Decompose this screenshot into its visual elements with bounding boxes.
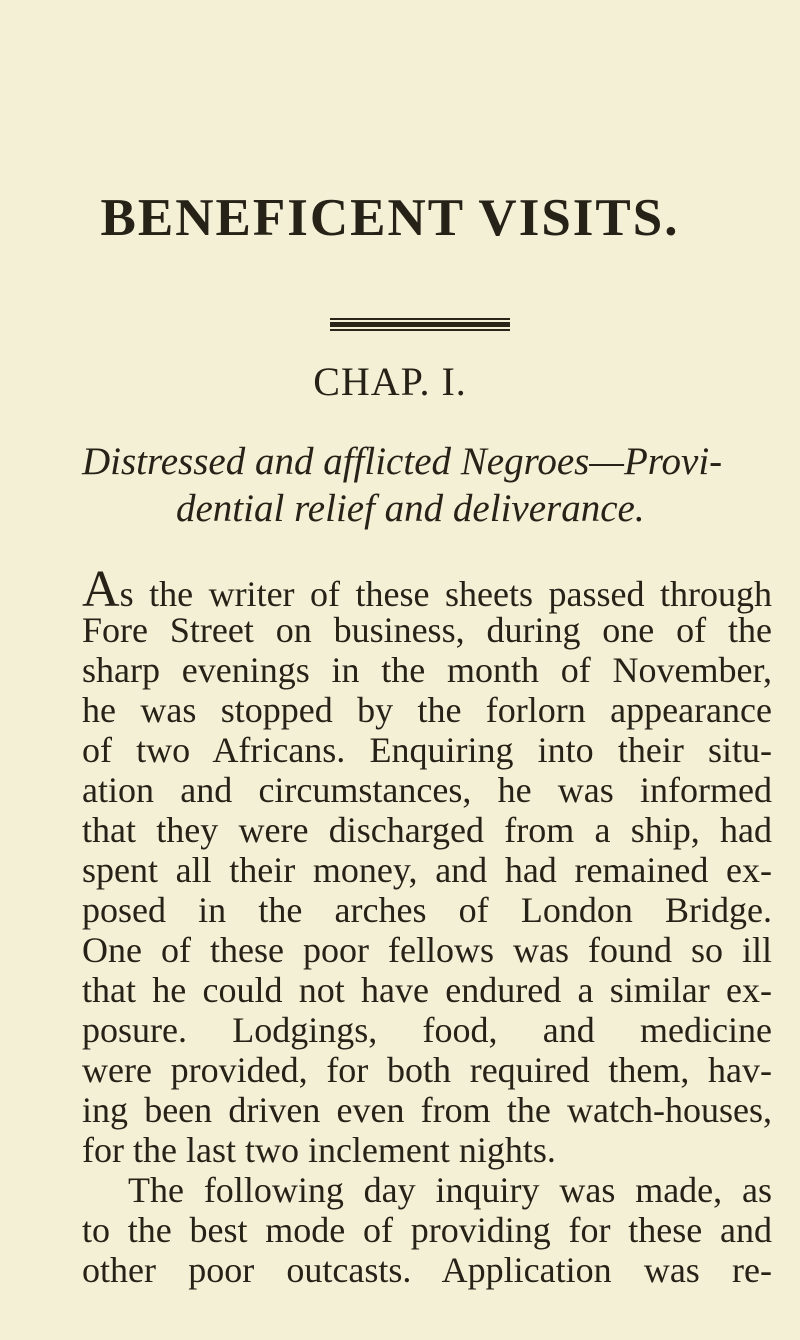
paragraph-1-line: that they were discharged from a ship, had (82, 810, 772, 850)
paragraph-1-line: of two Africans. Enquiring into their situ- (82, 730, 772, 770)
paragraph-2-line: other poor outcasts. Application was re- (82, 1250, 772, 1290)
drop-cap: A (82, 561, 120, 618)
paragraph-1-line: sharp evenings in the month of November, (82, 650, 772, 690)
paragraph-1-line: Fore Street on business, during one of the (82, 610, 772, 650)
paragraph-1-line: spent all their money, and had remained ex- (82, 850, 772, 890)
paragraph-1-line-text: s the writer of these sheets passed through (119, 574, 772, 614)
paragraph-2-line: The following day inquiry was made, as (128, 1170, 772, 1210)
paragraph-1-line: ation and circumstances, he was informed (82, 770, 772, 810)
paragraph-1-line: for the last two inclement nights. (82, 1130, 556, 1170)
paragraph-1-line: posure. Lodgings, food, and medicine (82, 1010, 772, 1050)
paragraph-1-line: posed in the arches of London Bridge. (82, 890, 772, 930)
paragraph-2-line: to the best mode of providing for these and (82, 1210, 772, 1250)
paragraph-1-line: were provided, for both required them, hav- (82, 1050, 772, 1090)
paragraph-1-line: ing been driven even from the watch-houses, (82, 1090, 772, 1130)
paragraph-1-line: that he could not have endured a similar ex- (82, 970, 772, 1010)
chapter-subtitle-line-2: dential relief and deliverance. (176, 487, 645, 530)
paragraph-1-line (82, 561, 772, 618)
chapter-subtitle-line-1: Distressed and afflicted Negroes—Provi- (82, 440, 723, 483)
page-title: BENEFICENT VISITS. (100, 189, 680, 247)
paragraph-1-line: he was stopped by the forlorn appearance (82, 690, 772, 730)
chapter-heading: CHAP. I. (313, 359, 467, 404)
paragraph-1-line: One of these poor fellows was found so ill (82, 930, 772, 970)
